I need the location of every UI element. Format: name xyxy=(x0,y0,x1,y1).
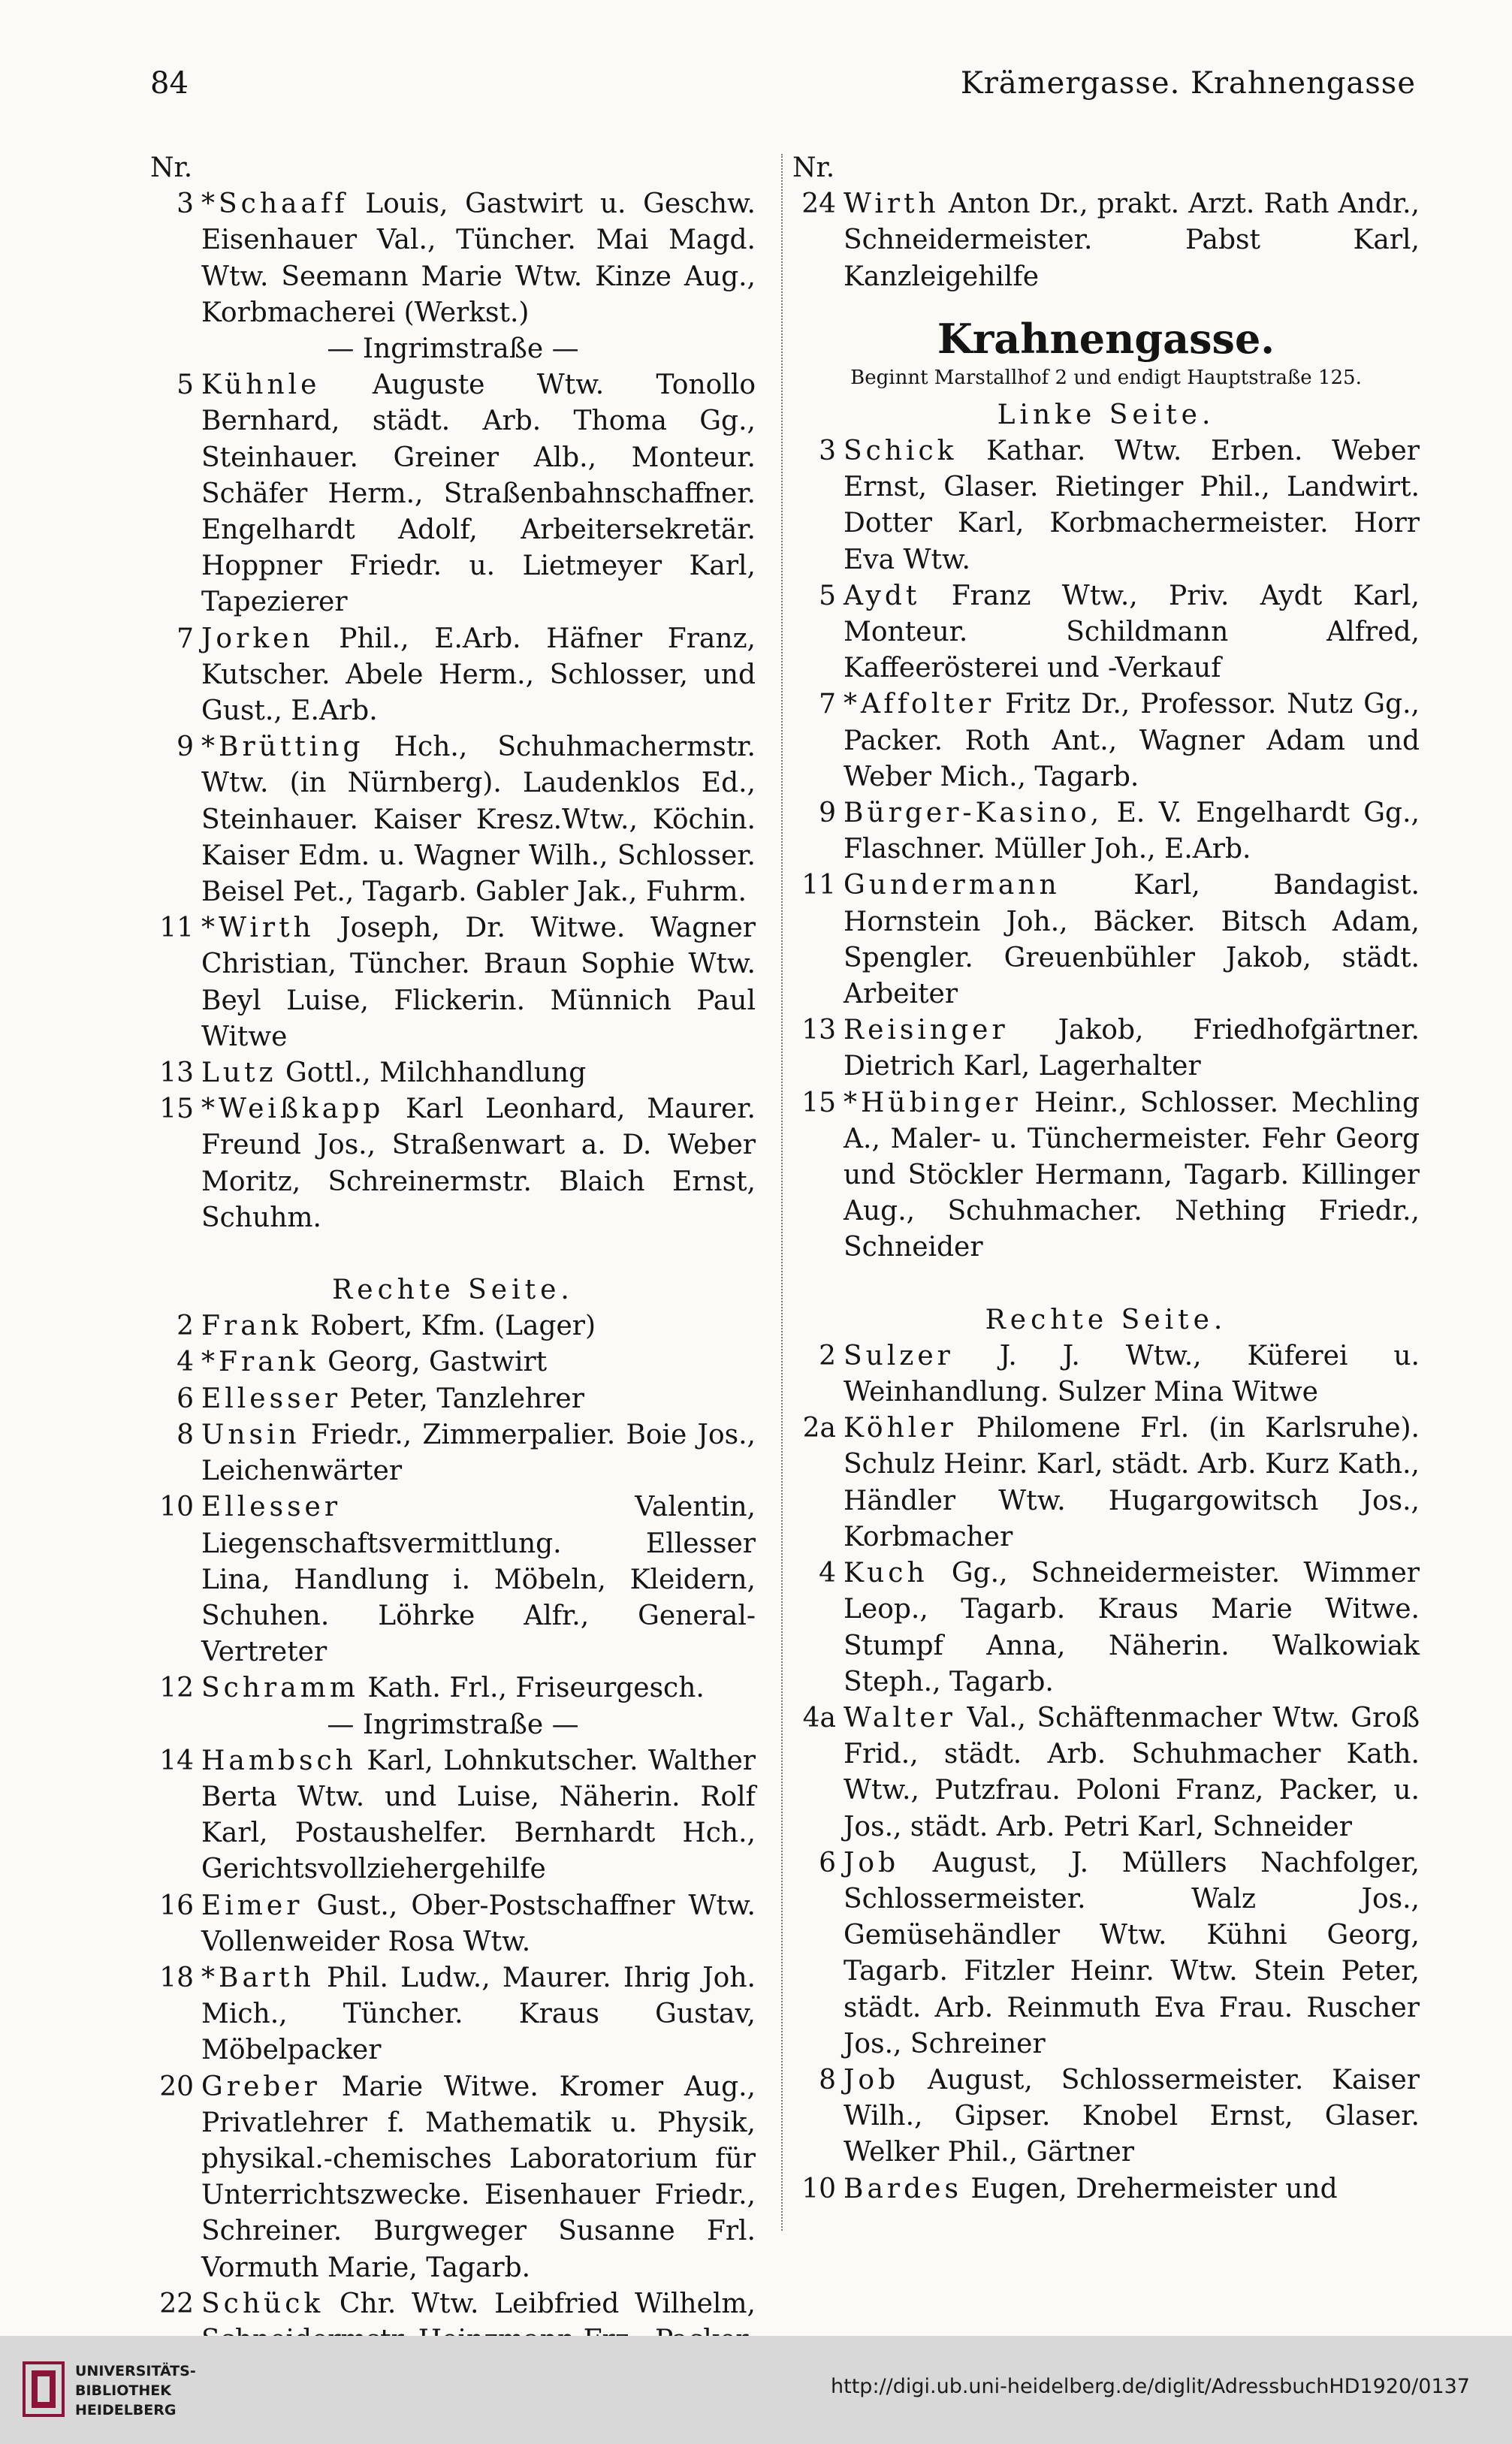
resident-list xyxy=(201,2069,756,2286)
address-entry xyxy=(150,729,756,910)
owner-name: Reisinger xyxy=(844,1015,1009,1046)
owner-name: Unsin xyxy=(201,1419,300,1450)
nr-label: Nr. xyxy=(150,152,193,183)
address-entry xyxy=(792,1085,1420,1266)
house-number: 4 xyxy=(177,1347,194,1378)
owner-name: Ellesser xyxy=(201,1492,342,1523)
entry-group xyxy=(150,367,756,1236)
resident-details: E. V. Engelhardt Gg., Flaschner. Müller Joh., E.Arb. xyxy=(844,798,1420,865)
left-column xyxy=(150,150,756,2358)
resident-details: Karl, Bandagist. Hornstein Joh., Bäcker. Bitsch Adam, Spengler. Greuenbühler Jakob, städt. Arbeiter xyxy=(844,870,1420,1010)
resident-details: Louis, Gastwirt u. Geschw. Eisenhauer Val., Tüncher. Mai Magd. Wtw. Seemann Marie Wtw. Kinze Aug., Korbmacherei (Werkst.) xyxy=(201,189,756,328)
house-number: 6 xyxy=(819,1847,836,1878)
address-entry xyxy=(792,1555,1420,1700)
resident-list xyxy=(844,1411,1420,1555)
owner-name: Eimer xyxy=(201,1890,303,1921)
house-number: 7 xyxy=(819,689,836,720)
owner-name: *Frank xyxy=(201,1347,319,1378)
resident-details: Friedr., Zimmerpalier. Boie Jos., Leichenwärter xyxy=(201,1419,756,1487)
owner-name: Bürger-Kasino, xyxy=(844,798,1103,829)
resident-list xyxy=(201,1888,756,1960)
house-number: 8 xyxy=(177,1419,194,1450)
resident-details: Anton Dr., prakt. Arzt. Rath Andr., Schneidermeister. Pabst Karl, Kanzleigehilfe xyxy=(844,189,1420,292)
house-number: 15 xyxy=(159,1094,194,1125)
house-number: 16 xyxy=(159,1890,194,1921)
house-number: 4 xyxy=(819,1558,836,1589)
resident-details: August, J. Müllers Nachfolger, Schlossermeister. Walz Jos., Gemüsehändler Wtw. Kühni Georg, Tagarb. Fitzler Heinr. Wtw. Stein Peter, städt. Arb. Reinmuth Eva Frau. Ruscher Jos., Schreiner xyxy=(844,1847,1420,2059)
owner-name: *Brütting xyxy=(201,732,364,763)
address-entry xyxy=(150,1344,756,1380)
address-entry xyxy=(150,186,756,331)
house-number: 2a xyxy=(802,1413,836,1444)
owner-name: Sulzer xyxy=(844,1340,954,1371)
address-entry xyxy=(792,1411,1420,1555)
address-entry xyxy=(150,621,756,730)
address-entry xyxy=(150,1381,756,1417)
resident-list xyxy=(844,1012,1420,1085)
page-header xyxy=(150,66,1416,119)
page-number: 84 xyxy=(150,66,189,101)
resident-list xyxy=(844,1700,1420,1845)
owner-name: *Schaaff xyxy=(201,189,349,220)
resident-details: Kathar. Wtw. Erben. Weber Ernst, Glaser. Rietinger Phil., Landwirt. Dotter Karl, Korbmachermeister. Horr Eva Wtw. xyxy=(844,436,1420,575)
house-number: 14 xyxy=(159,1745,194,1776)
house-number: 7 xyxy=(177,623,194,654)
resident-details: J. J. Wtw., Küferei u. Weinhandlung. Sulzer Mina Witwe xyxy=(844,1340,1420,1408)
resident-list xyxy=(844,686,1420,795)
resident-list xyxy=(844,433,1420,578)
house-number: 3 xyxy=(177,189,194,220)
resident-details: Jakob, Friedhofgärtner. Dietrich Karl, Lagerhalter xyxy=(844,1015,1420,1082)
owner-name: *Weißkapp xyxy=(201,1094,385,1125)
entry-group xyxy=(150,1743,756,2358)
house-number: 3 xyxy=(819,436,836,466)
resident-details: Chr. Wtw. Leibfried Wilhelm, xyxy=(339,2288,756,2319)
owner-name: Schück xyxy=(201,2288,324,2319)
address-entry xyxy=(792,1845,1420,2062)
address-entry xyxy=(150,1960,756,2069)
owner-name: Kuch xyxy=(844,1558,928,1589)
resident-details: Gg., Schneidermeister. Wimmer Leop., Tagarb. Kraus Marie Witwe. Stumpf Anna, Näherin. Walkowiak Steph., Tagarb. xyxy=(844,1558,1420,1697)
resident-list xyxy=(201,729,756,910)
house-number: 9 xyxy=(177,732,194,763)
resident-details: Philomene Frl. (in Karlsruhe). Schulz Heinr. Karl, städt. Arb. Kurz Kath., Händler Wtw. Hugargowitsch Jos., Korbmacher xyxy=(844,1413,1420,1552)
owner-name: Job xyxy=(844,1847,900,1878)
owner-name: *Hübinger xyxy=(844,1087,1022,1118)
owner-name: Gundermann xyxy=(844,870,1061,901)
address-entry xyxy=(792,2062,1420,2171)
owner-name: Jorken xyxy=(201,623,314,654)
resident-list xyxy=(201,621,756,730)
resident-list xyxy=(201,1417,756,1489)
resident-details: Phil. Ludw., Maurer. Ihrig Joh. Mich., Tüncher. Kraus Gustav, Möbelpacker xyxy=(201,1962,756,2066)
owner-name: Lutz xyxy=(201,1058,277,1089)
resident-list xyxy=(844,2062,1420,2171)
resident-list xyxy=(201,1308,756,1344)
resident-list xyxy=(844,1338,1420,1411)
owner-name: *Wirth xyxy=(201,913,315,944)
resident-list xyxy=(844,867,1420,1012)
resident-list xyxy=(844,578,1420,687)
resident-list xyxy=(201,910,756,1055)
address-entry xyxy=(150,1888,756,1960)
resident-list xyxy=(201,186,756,331)
library-footer xyxy=(0,2336,1512,2444)
right-column xyxy=(792,150,1420,2207)
address-entry xyxy=(792,186,1420,295)
owner-name: Kühnle xyxy=(201,370,321,401)
address-entry xyxy=(792,1700,1420,1845)
resident-details: Phil., E.Arb. Häfner Franz, Kutscher. Abele Herm., Schlosser, und Gust., E.Arb. xyxy=(201,623,756,727)
owner-name: Wirth xyxy=(844,189,940,220)
resident-details: Karl Leonhard, Maurer. Freund Jos., Straßenwart a. D. Weber Moritz, Schreinermstr. Blaich Ernst, Schuhm. xyxy=(201,1094,756,1233)
entry-group xyxy=(792,433,1420,1266)
entry-group xyxy=(792,1338,1420,2207)
house-number: 10 xyxy=(159,1492,194,1523)
resident-details: Peter, Tanzlehrer xyxy=(349,1383,584,1414)
address-entry xyxy=(150,2069,756,2286)
address-entry xyxy=(150,367,756,620)
resident-details: Robert, Kfm. (Lager) xyxy=(310,1311,596,1342)
house-number: 5 xyxy=(177,370,194,401)
resident-list xyxy=(201,1381,756,1417)
resident-details: Auguste Wtw. Tonollo Bernhard, städt. Arb. Thoma Gg., Steinhauer. Greiner Alb., Monteur. Schäfer Herm., Straßenbahnschaffner. Engelhardt Adolf, Arbeitersekretär. Hoppner Friedr. u. Lietmeyer Karl, Tapezierer xyxy=(201,370,756,618)
house-number: 11 xyxy=(801,870,836,901)
address-entry xyxy=(150,1417,756,1489)
resident-list xyxy=(844,1845,1420,2062)
owner-name: Job xyxy=(844,2064,900,2096)
resident-list xyxy=(844,1555,1420,1700)
address-entry xyxy=(792,578,1420,687)
house-number: 18 xyxy=(159,1962,194,1993)
resident-details: Valentin, Liegenschaftsvermittlung. Ellesser Lina, Handlung i. Möbeln, Kleidern, Schuhen. Löhrke Alfr., General-Vertreter xyxy=(201,1492,756,1668)
resident-details: Karl, Lohnkutscher. Walther Berta Wtw. und Luise, Näherin. Rolf Karl, Postaushelfer. Bernhardt Hch., Gerichtsvollziehergehilfe xyxy=(201,1745,756,1885)
owner-name: Schick xyxy=(844,436,958,466)
owner-name: Köhler xyxy=(844,1413,957,1444)
resident-list xyxy=(844,2171,1420,2207)
house-number: 13 xyxy=(801,1015,836,1046)
resident-list xyxy=(844,186,1420,295)
house-number: 12 xyxy=(159,1673,194,1704)
house-number: 2 xyxy=(177,1311,194,1342)
house-number: 11 xyxy=(159,913,194,944)
source-url-link[interactable]: http://digi.ub.uni-heidelberg.de/diglit/AdressbuchHD1920/0137 xyxy=(831,2375,1470,2398)
cross-street-note: — Ingrimstraße — xyxy=(327,1709,579,1740)
resident-details: Kath. Frl., Friseurgesch. xyxy=(367,1673,705,1704)
nr-label: Nr. xyxy=(792,152,835,183)
address-entry xyxy=(792,2171,1420,2207)
entry-group xyxy=(150,1308,756,1706)
address-entry xyxy=(150,1489,756,1670)
running-title: Krämergasse. Krahnengasse xyxy=(960,66,1416,101)
house-number: 15 xyxy=(801,1087,836,1118)
owner-name: Greber xyxy=(201,2071,321,2102)
entry-group xyxy=(150,186,756,331)
resident-details: Val., Schäftenmacher Wtw. Groß Frid., städt. Arb. Schuhmacher Kath. Wtw., Putzfrau. Poloni Franz, Packer, u. Jos., städt. Arb. Petri Karl, Schneider xyxy=(844,1702,1420,1842)
cross-street-note: — Ingrimstraße — xyxy=(327,333,579,364)
resident-list xyxy=(844,795,1420,867)
resident-details: Gust., Ober-Postschaffner Wtw. Vollenweider Rosa Wtw. xyxy=(201,1890,756,1957)
resident-list xyxy=(201,1344,756,1380)
side-heading: Rechte Seite. xyxy=(332,1275,574,1306)
house-number: 5 xyxy=(819,580,836,611)
resident-list xyxy=(201,1960,756,2069)
owner-name: Hambsch xyxy=(201,1745,357,1776)
address-entry xyxy=(150,1308,756,1344)
street-description: Beginnt Marstallhof 2 und endigt Hauptstraße 125. xyxy=(850,366,1362,389)
house-number: 22 xyxy=(159,2288,194,2319)
house-number: 13 xyxy=(159,1058,194,1089)
resident-details: Joseph, Dr. Witwe. Wagner Christian, Tüncher. Braun Sophie Wtw. Beyl Luise, Flickerin. Münnich Paul Witwe xyxy=(201,913,756,1052)
resident-list xyxy=(201,1091,756,1236)
resident-list xyxy=(201,367,756,620)
resident-list xyxy=(201,1489,756,1670)
address-entry xyxy=(150,1055,756,1091)
address-entry xyxy=(150,1670,756,1706)
address-entry xyxy=(792,795,1420,867)
address-entry xyxy=(792,686,1420,795)
owner-name: *Barth xyxy=(201,1962,315,1993)
resident-list xyxy=(201,1055,756,1091)
resident-list xyxy=(201,1743,756,1888)
resident-list xyxy=(844,1085,1420,1266)
house-number: 10 xyxy=(801,2173,836,2204)
address-entry xyxy=(792,1012,1420,1085)
resident-details: Gottl., Milchhandlung xyxy=(285,1058,587,1089)
university-library-logo-icon xyxy=(21,2358,66,2420)
resident-details: Marie Witwe. Kromer Aug., Privatlehrer f. Mathematik u. Physik, physikal.-chemisches Laboratorium für Unterrichtszwecke. Eisenhauer Friedr., Schreiner. Burgweger Susanne Frl. Vormuth Marie, Tagarb. xyxy=(201,2071,756,2283)
side-heading: Linke Seite. xyxy=(997,399,1215,430)
address-entry xyxy=(150,1091,756,1236)
owner-name: Bardes xyxy=(844,2173,962,2204)
resident-details: Heinr., Schlosser. Mechling A., Maler- u. Tünchermeister. Fehr Georg und Stöckler Hermann, Tagarb. Killinger Aug., Schuhmacher. Nething Friedr., Schneider xyxy=(844,1087,1420,1263)
column-divider xyxy=(781,154,783,2231)
resident-details: Hch., Schuhmachermstr. Wtw. (in Nürnberg). Laudenklos Ed., Steinhauer. Kaiser Kresz.Wtw., Köchin. Kaiser Edm. u. Wagner Wilh., Schlosser. Beisel Pet., Tagarb. Gabler Jak., Fuhrm. xyxy=(201,732,756,908)
owner-name: Schramm xyxy=(201,1673,359,1704)
side-heading: Rechte Seite. xyxy=(985,1304,1227,1335)
resident-details: Fritz Dr., Professor. Nutz Gg., Packer. Roth Ant., Wagner Adam und Weber Mich., Tagarb. xyxy=(844,689,1420,792)
address-entry xyxy=(150,1743,756,1888)
street-heading: Krahnengasse. xyxy=(937,314,1275,363)
address-entry xyxy=(150,910,756,1055)
owner-name: Aydt xyxy=(844,580,921,611)
house-number: 9 xyxy=(819,798,836,829)
entry-group xyxy=(792,186,1420,295)
owner-name: Walter xyxy=(844,1702,956,1733)
house-number: 20 xyxy=(159,2071,194,2102)
resident-list xyxy=(201,1670,756,1706)
owner-name: Frank xyxy=(201,1311,302,1342)
owner-name: *Affolter xyxy=(844,689,995,720)
house-number: 4a xyxy=(802,1702,836,1733)
house-number: 24 xyxy=(801,189,836,220)
resident-details: Franz Wtw., Priv. Aydt Karl, Monteur. Schildmann Alfred, Kaffeerösterei und -Verkauf xyxy=(844,580,1420,684)
resident-details: Georg, Gastwirt xyxy=(327,1347,548,1378)
house-number: 2 xyxy=(819,1340,836,1371)
address-entry xyxy=(792,433,1420,578)
resident-details: Eugen, Drehermeister und xyxy=(970,2173,1338,2204)
library-name: UNIVERSITÄTS- BIBLIOTHEK HEIDELBERG xyxy=(75,2363,196,2418)
house-number: 6 xyxy=(177,1383,194,1414)
owner-name: Ellesser xyxy=(201,1383,342,1414)
address-entry xyxy=(792,1338,1420,1411)
house-number: 8 xyxy=(819,2064,836,2096)
address-entry xyxy=(792,867,1420,1012)
resident-details: August, Schlossermeister. Kaiser Wilh., Gipser. Knobel Ernst, Glaser. Welker Phil., Gärtner xyxy=(844,2064,1420,2168)
